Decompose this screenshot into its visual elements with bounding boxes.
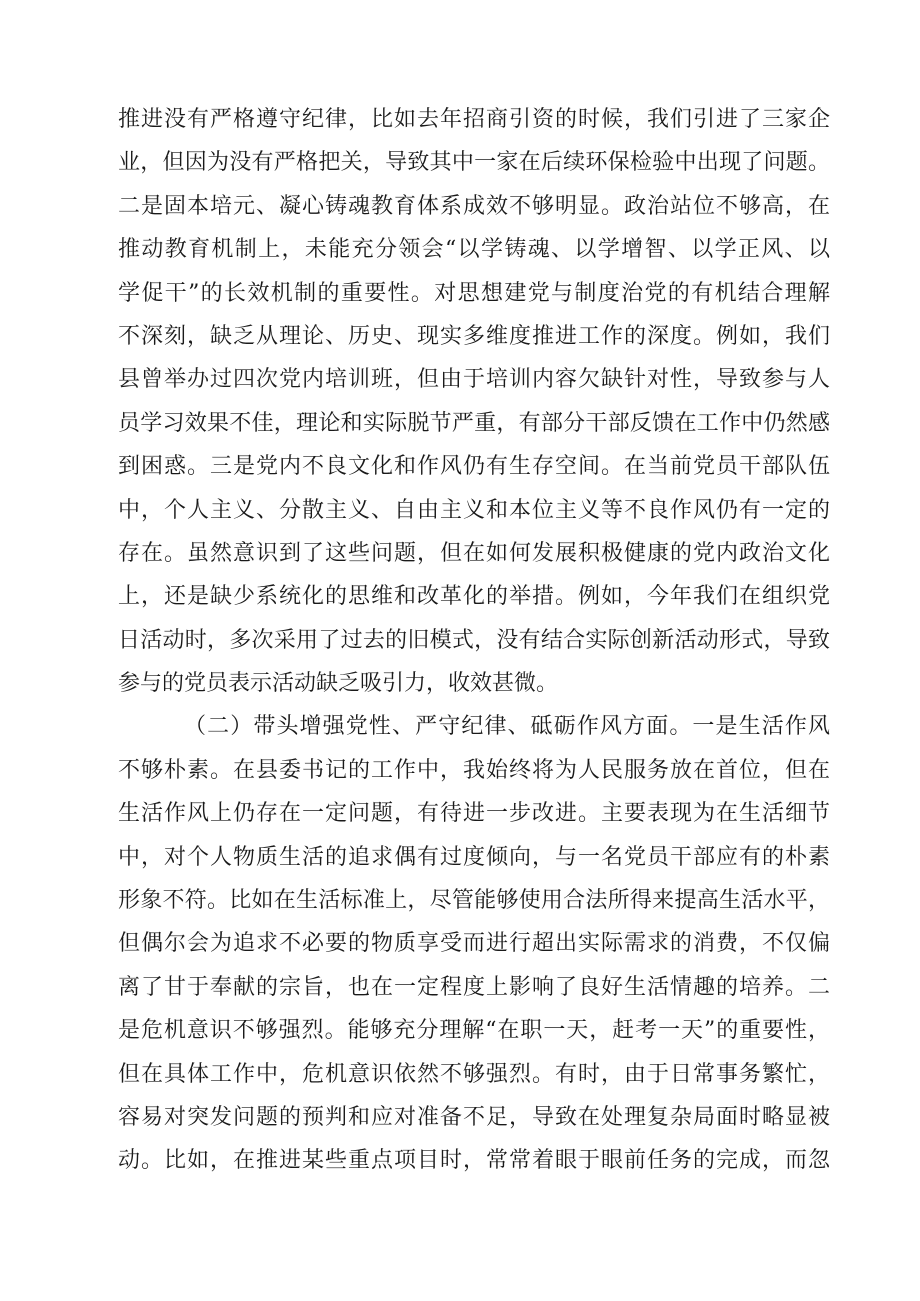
text-line: 存在。虽然意识到了这些问题，但在如何发展积极健康的党内政治文化 xyxy=(118,540,830,566)
text-line: 中，个人主义、分散主义、自由主义和本位主义等不良作风仍有一定的 xyxy=(118,497,830,523)
text-line: 不深刻，缺乏从理论、历史、现实多维度推进工作的深度。例如，我们 xyxy=(118,323,830,349)
text-line: 容易对突发问题的预判和应对准备不足，导致在处理复杂局面时略显被 xyxy=(118,1104,830,1130)
text-line: 二是固本培元、凝心铸魂教育体系成效不够明显。政治站位不够高，在 xyxy=(118,193,830,219)
text-line: 不够朴素。在县委书记的工作中，我始终将为人民服务放在首位，但在 xyxy=(118,757,830,783)
text-line: 业，但因为没有严格把关，导致其中一家在后续环保检验中出现了问题。 xyxy=(118,150,830,176)
text-line: 员学习效果不佳，理论和实际脱节严重，有部分干部反馈在工作中仍然感 xyxy=(118,410,830,436)
section-heading-line: （二）带头增强党性、严守纪律、砥砺作风方面。一是生活作风 xyxy=(184,714,830,740)
text-line: 是危机意识不够强烈。能够充分理解“在职一天，赶考一天”的重要性， xyxy=(118,1018,830,1044)
text-line: 到困惑。三是党内不良文化和作风仍有生存空间。在当前党员干部队伍 xyxy=(118,454,830,480)
text-line: 学促干”的长效机制的重要性。对思想建党与制度治党的有机结合理解 xyxy=(118,280,830,306)
text-line: 推动教育机制上，未能充分领会“以学铸魂、以学增智、以学正风、以 xyxy=(118,237,830,263)
text-line: 但偶尔会为追求不必要的物质享受而进行超出实际需求的消费，不仅偏 xyxy=(118,931,830,957)
text-line: 中，对个人物质生活的追求偶有过度倾向，与一名党员干部应有的朴素 xyxy=(118,844,830,870)
body-text xyxy=(118,98,830,1183)
text-line: 县曾举办过四次党内培训班，但由于培训内容欠缺针对性，导致参与人 xyxy=(118,367,830,393)
text-line: 生活作风上仍存在一定问题，有待进一步改进。主要表现为在生活细节 xyxy=(118,801,830,827)
text-line: 离了甘于奉献的宗旨，也在一定程度上影响了良好生活情趣的培养。二 xyxy=(118,974,830,1000)
text-line: 日活动时，多次采用了过去的旧模式，没有结合实际创新活动形式，导致 xyxy=(118,627,830,653)
text-line: 但在具体工作中，危机意识依然不够强烈。有时，由于日常事务繁忙， xyxy=(118,1061,830,1087)
paragraph-end-line: 参与的党员表示活动缺乏吸引力，收效甚微。 xyxy=(118,671,559,697)
text-line: 形象不符。比如在生活标准上，尽管能够使用合法所得来提高生活水平， xyxy=(118,888,830,914)
text-line: 上，还是缺少系统化的思维和改革化的举措。例如，今年我们在组织党 xyxy=(118,584,830,610)
text-line: 推进没有严格遵守纪律，比如去年招商引资的时候，我们引进了三家企 xyxy=(118,107,830,132)
text-line: 动。比如，在推进某些重点项目时，常常着眼于眼前任务的完成，而忽 xyxy=(118,1148,830,1174)
